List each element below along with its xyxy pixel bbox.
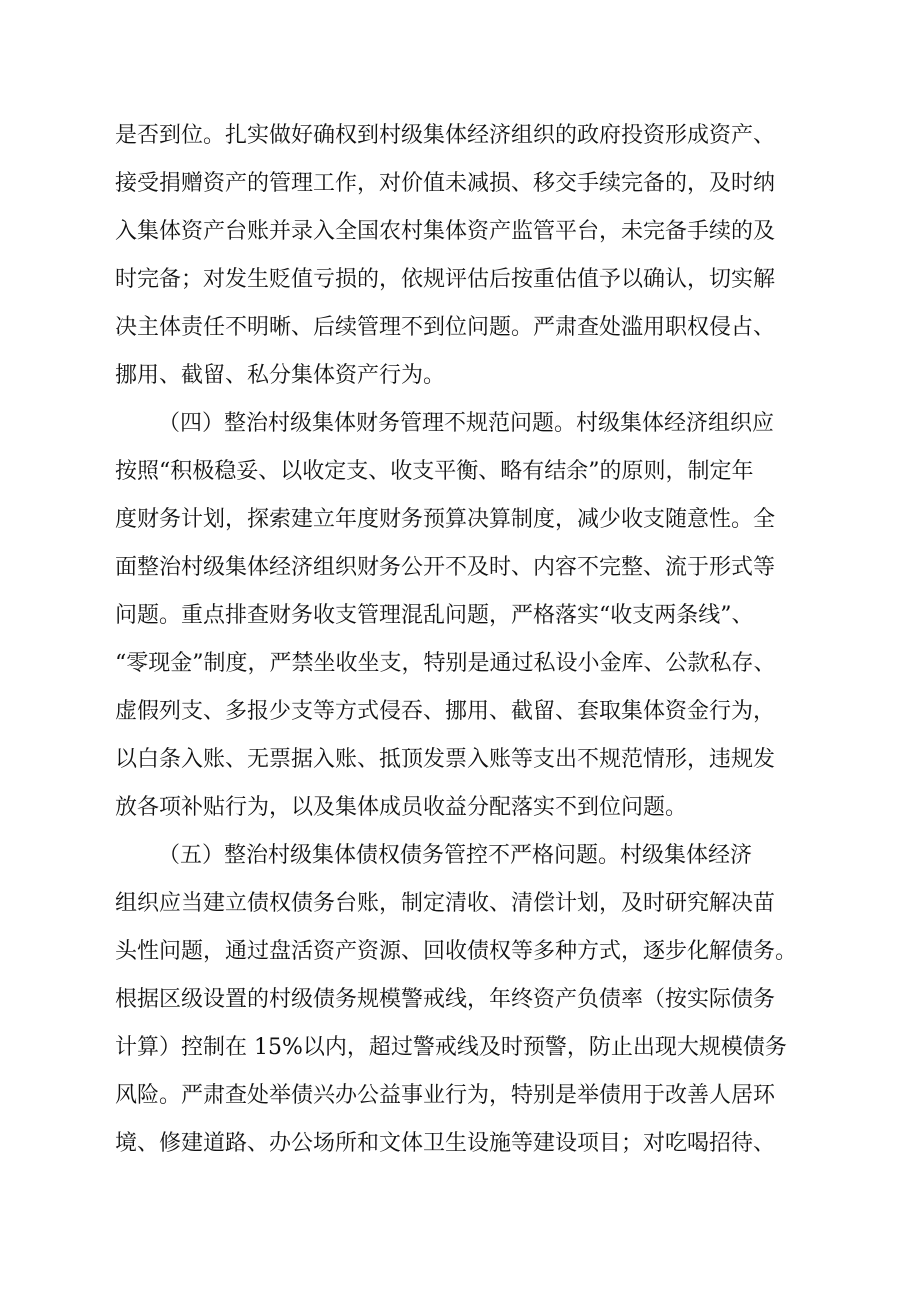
body-line: 面整治村级集体经济组织财务公开不及时、内容不完整、流于形式等 xyxy=(115,555,776,580)
body-line: 组织应当建立债权债务台账，制定清收、清偿计划，及时研究解决苗 xyxy=(115,891,776,916)
body-line: 以白条入账、无票据入账、抵顶发票入账等支出不规范情形，违规发 xyxy=(115,747,776,772)
body-line: 时完备；对发生贬值亏损的，依规评估后按重估值予以确认，切实解 xyxy=(115,267,776,292)
section-4-heading-line: （四）整治村级集体财务管理不规范问题。村级集体经济组织应 xyxy=(158,411,775,436)
body-line: 按照“积极稳妥、以收定支、收支平衡、略有结余”的原则，制定年 xyxy=(115,459,754,484)
body-line: 决主体责任不明晰、后续管理不到位问题。严肃查处滥用职权侵占、 xyxy=(115,315,776,340)
body-line: 放各项补贴行为，以及集体成员收益分配落实不到位问题。 xyxy=(115,795,688,820)
body-line: 虚假列支、多报少支等方式侵吞、挪用、截留、套取集体资金行为， xyxy=(115,699,776,724)
body-line: 根据区级设置的村级债务规模警戒线，年终资产负债率（按实际债务 xyxy=(115,987,776,1012)
body-line: 度财务计划，探索建立年度财务预算决算制度，减少收支随意性。全 xyxy=(115,507,776,532)
body-line: 问题。重点排查财务收支管理混乱问题，严格落实“收支两条线”、 xyxy=(115,603,754,628)
body-line: 是否到位。扎实做好确权到村级集体经济组织的政府投资形成资产、 xyxy=(115,123,776,148)
body-line: 挪用、截留、私分集体资产行为。 xyxy=(115,363,446,388)
body-line: 入集体资产台账并录入全国农村集体资产监管平台，未完备手续的及 xyxy=(115,219,776,244)
body-line: 头性问题，通过盘活资产资源、回收债权等多种方式，逐步化解债务。 xyxy=(115,939,798,964)
section-5-heading-line: （五）整治村级集体债权债务管控不严格问题。村级集体经济 xyxy=(158,843,753,868)
document-body xyxy=(115,112,825,1168)
body-line: 接受捐赠资产的管理工作，对价值未减损、移交手续完备的，及时纳 xyxy=(115,171,776,196)
body-line: 计算）控制在 15%以内，超过警戒线及时预警，防止出现大规模债务 xyxy=(115,1035,787,1060)
body-line: 风险。严肃查处举债兴办公益事业行为，特别是举债用于改善人居环 xyxy=(115,1083,776,1108)
body-line: 境、修建道路、办公场所和文体卫生设施等建设项目；对吃喝招待、 xyxy=(115,1131,776,1156)
body-line: “零现金”制度，严禁坐收坐支，特别是通过私设小金库、公款私存、 xyxy=(115,651,776,676)
